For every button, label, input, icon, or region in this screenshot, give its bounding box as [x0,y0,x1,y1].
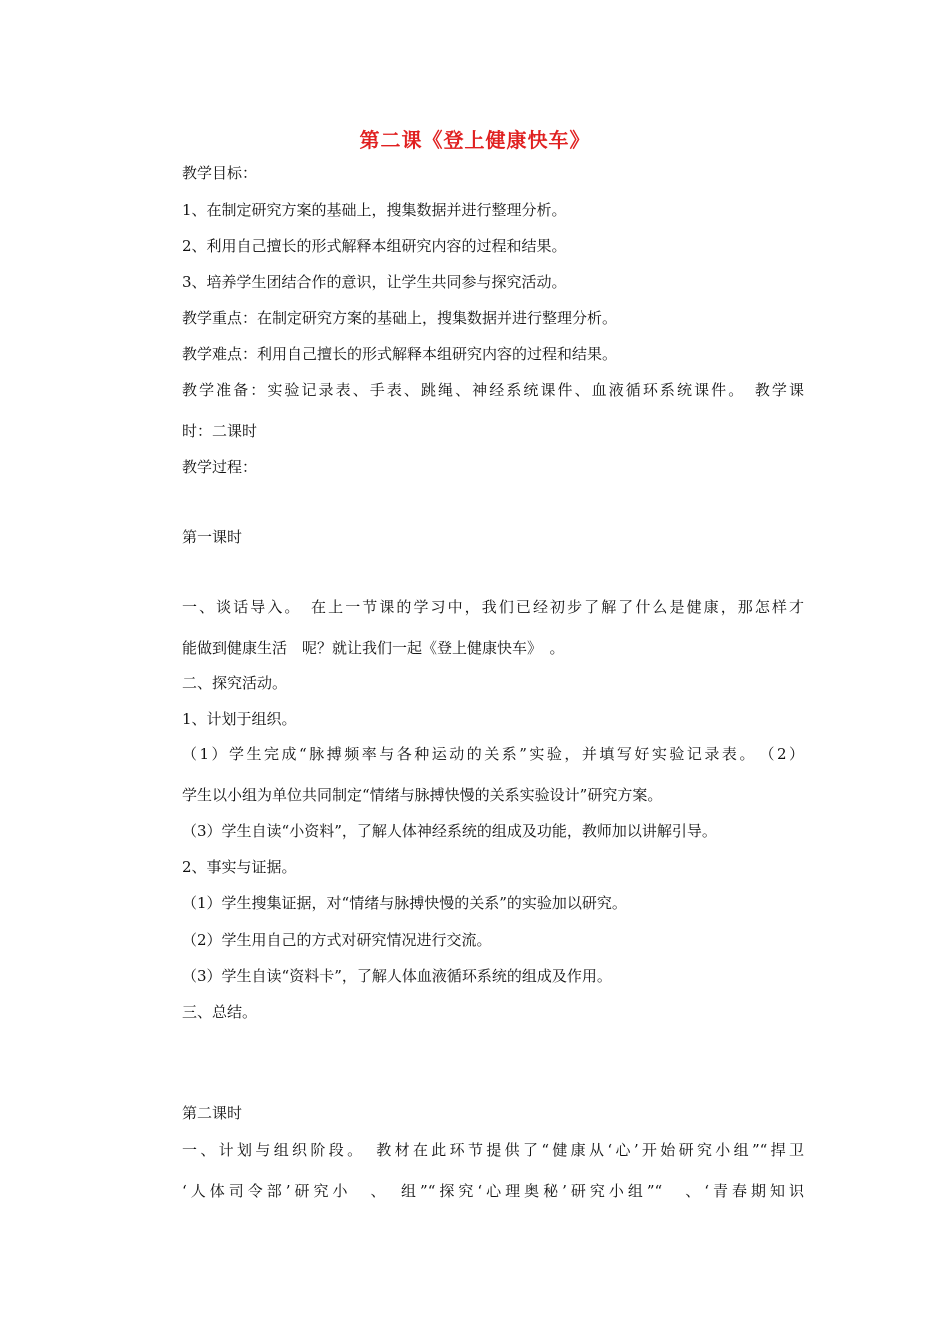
text-line: 教学难点：利用自己擅长的形式解释本组研究内容的过程和结果。 [182,345,618,363]
text-line: 二、探究活动。 [182,674,288,692]
section-heading: 第二课时 [182,1104,243,1122]
document-title: 第二课《登上健康快车》 [359,128,591,152]
text-line: 能做到健康生活 呢？就让我们一起《登上健康快车》 。 [182,639,565,657]
text-line: ‘人体司令部’研究小 、 组”“探究‘心理奥秘’研究小组”“ 、‘青春期知识 [182,1182,804,1200]
text-line: 一、计划与组织阶段。 教材在此环节提供了“健康从‘心’开始研究小组”“捍卫 [182,1141,804,1159]
text-line: （2）学生用自己的方式对研究情况进行交流。 [182,931,492,949]
text-line: 1、计划于组织。 [182,710,297,728]
text-line: 2、事实与证据。 [182,858,297,876]
text-line: 3、培养学生团结合作的意识，让学生共同参与探究活动。 [182,273,567,291]
text-line: 教学过程： [182,458,258,476]
text-line: 一、谈话导入。 在上一节课的学习中，我们已经初步了解了什么是健康，那怎样才 [182,598,804,616]
text-line: （1）学生搜集证据，对“情绪与脉搏快慢的关系”的实验加以研究。 [182,894,627,912]
text-line: 学生以小组为单位共同制定“情绪与脉搏快慢的关系实验设计”研究方案。 [182,786,663,804]
text-line: 教学准备：实验记录表、手表、跳绳、神经系统课件、血液循环系统课件。 教学课 [182,381,804,399]
text-line: 2、利用自己擅长的形式解释本组研究内容的过程和结果。 [182,237,567,255]
section-heading: 第一课时 [182,528,243,546]
text-line: （1）学生完成“脉搏频率与各种运动的关系”实验，并填写好实验记录表。 （2） [182,745,804,763]
text-line: 时：二课时 [182,422,258,440]
text-line: 教学重点：在制定研究方案的基础上，搜集数据并进行整理分析。 [182,309,618,327]
text-line: 1、在制定研究方案的基础上，搜集数据并进行整理分析。 [182,201,567,219]
text-line: （3）学生自读“小资料”，了解人体神经系统的组成及功能，教师加以讲解引导。 [182,822,717,840]
text-line: （3）学生自读“资料卡”，了解人体血液循环系统的组成及作用。 [182,967,612,985]
text-line: 教学目标： [182,164,258,182]
text-line: 三、总结。 [182,1003,258,1021]
